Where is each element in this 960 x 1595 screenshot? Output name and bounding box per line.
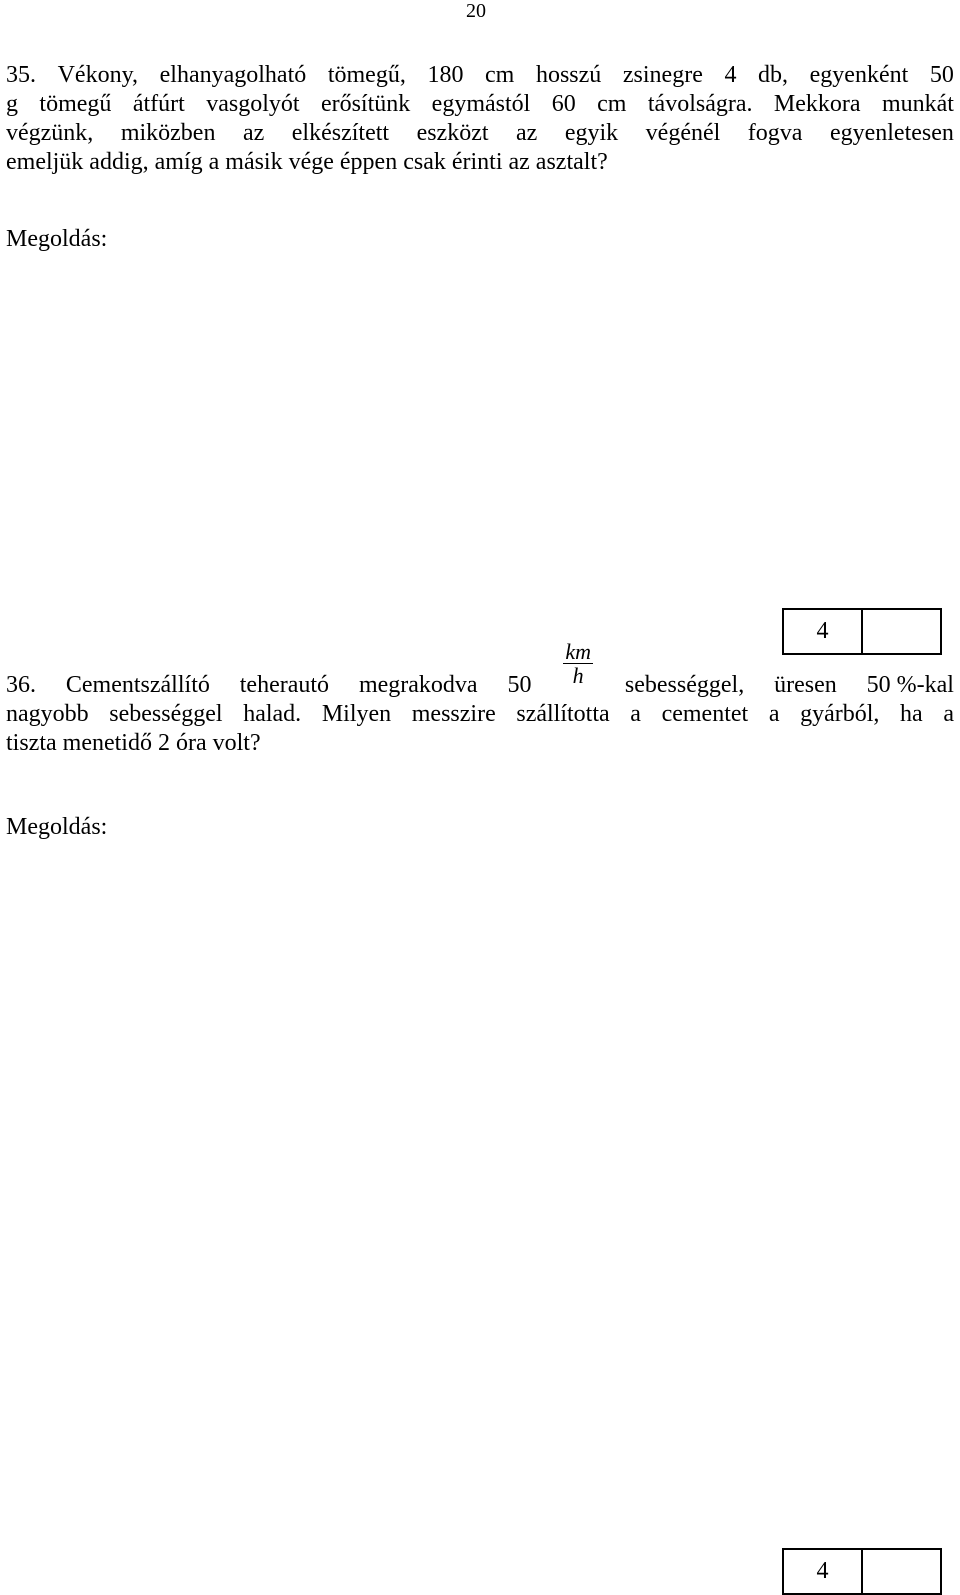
unit-denominator: h — [572, 663, 584, 688]
word: tömegű, — [327, 62, 406, 88]
word: teherautó — [239, 672, 330, 698]
word: munkát — [881, 91, 954, 117]
word: 35. — [6, 62, 36, 88]
word: tiszta menetidő 2 óra volt? — [6, 730, 261, 756]
word: 50 — [929, 62, 954, 88]
text-line — [6, 119, 954, 148]
word: szállította — [516, 701, 610, 727]
problem-36-max-score: 4 — [784, 1550, 863, 1593]
word: cementet — [661, 701, 749, 727]
word: végzünk, — [6, 120, 94, 146]
word: db, — [758, 62, 789, 88]
word: ha — [900, 701, 923, 727]
problem-35-score-box — [782, 608, 942, 655]
problem-36-text — [6, 639, 954, 758]
problem-35-solution-label: Megoldás: — [6, 226, 108, 252]
word: 60 — [551, 91, 576, 117]
word: Milyen — [321, 701, 392, 727]
text-line — [6, 729, 954, 758]
word: sebességgel, — [624, 672, 745, 698]
text-line — [6, 61, 954, 90]
word: az — [242, 120, 265, 146]
word: az — [516, 120, 538, 146]
word: egymástól — [431, 91, 531, 117]
page-number: 20 — [466, 0, 486, 22]
word: 50 — [507, 672, 532, 698]
word: vasgolyót — [206, 91, 300, 117]
word: 4 — [724, 62, 737, 88]
word: átfúrt — [132, 91, 185, 117]
problem-35-earned-score[interactable] — [863, 610, 940, 653]
word: egyenletesen — [829, 120, 954, 146]
word: 50 %-kal — [866, 672, 954, 698]
word: 180 — [427, 62, 464, 88]
word: egyik — [564, 120, 619, 146]
text-line — [6, 148, 954, 177]
problem-36-earned-score[interactable] — [863, 1550, 940, 1593]
problem-36-score-box — [782, 1548, 942, 1595]
word: tömegű — [39, 91, 112, 117]
word: miközben — [120, 120, 216, 146]
unit-numerator: km — [565, 639, 591, 664]
word: emeljük addig, amíg a másik vége éppen csak érinti az asztalt? — [6, 149, 608, 175]
word: cm — [597, 91, 627, 117]
word: sebességgel — [109, 701, 223, 727]
word: végénél — [645, 120, 721, 146]
word: Mekkora — [773, 91, 861, 117]
problem-35-max-score: 4 — [784, 610, 863, 653]
word: a — [630, 701, 641, 727]
word: hosszú — [535, 62, 602, 88]
word: g — [6, 91, 18, 117]
problem-36-solution-label: Megoldás: — [6, 814, 108, 840]
word: üresen — [774, 672, 837, 698]
word: megrakodva — [358, 672, 478, 698]
word: eszközt — [416, 120, 489, 146]
word: 36. — [6, 672, 36, 698]
word: zsinegre — [622, 62, 703, 88]
word: elhanyagolható — [159, 62, 307, 88]
word: távolságra. — [647, 91, 753, 117]
text-line — [6, 90, 954, 119]
word: Vékony, — [57, 62, 139, 88]
word: a — [768, 701, 780, 727]
word: cm — [485, 62, 515, 88]
word: gyárból, — [800, 701, 880, 727]
text-line — [6, 639, 954, 700]
word: erősítünk — [320, 91, 411, 117]
word: messzire — [411, 701, 496, 727]
word: egyenként — [809, 62, 909, 88]
word: Cementszállító — [65, 672, 210, 698]
unit-fraction — [563, 641, 593, 688]
problem-35-text — [6, 61, 954, 177]
word: halad. — [243, 701, 302, 727]
word: a — [943, 701, 954, 727]
word: elkészített — [291, 120, 390, 146]
word: fogva — [747, 120, 803, 146]
text-line — [6, 700, 954, 729]
word: nagyobb — [6, 701, 89, 727]
